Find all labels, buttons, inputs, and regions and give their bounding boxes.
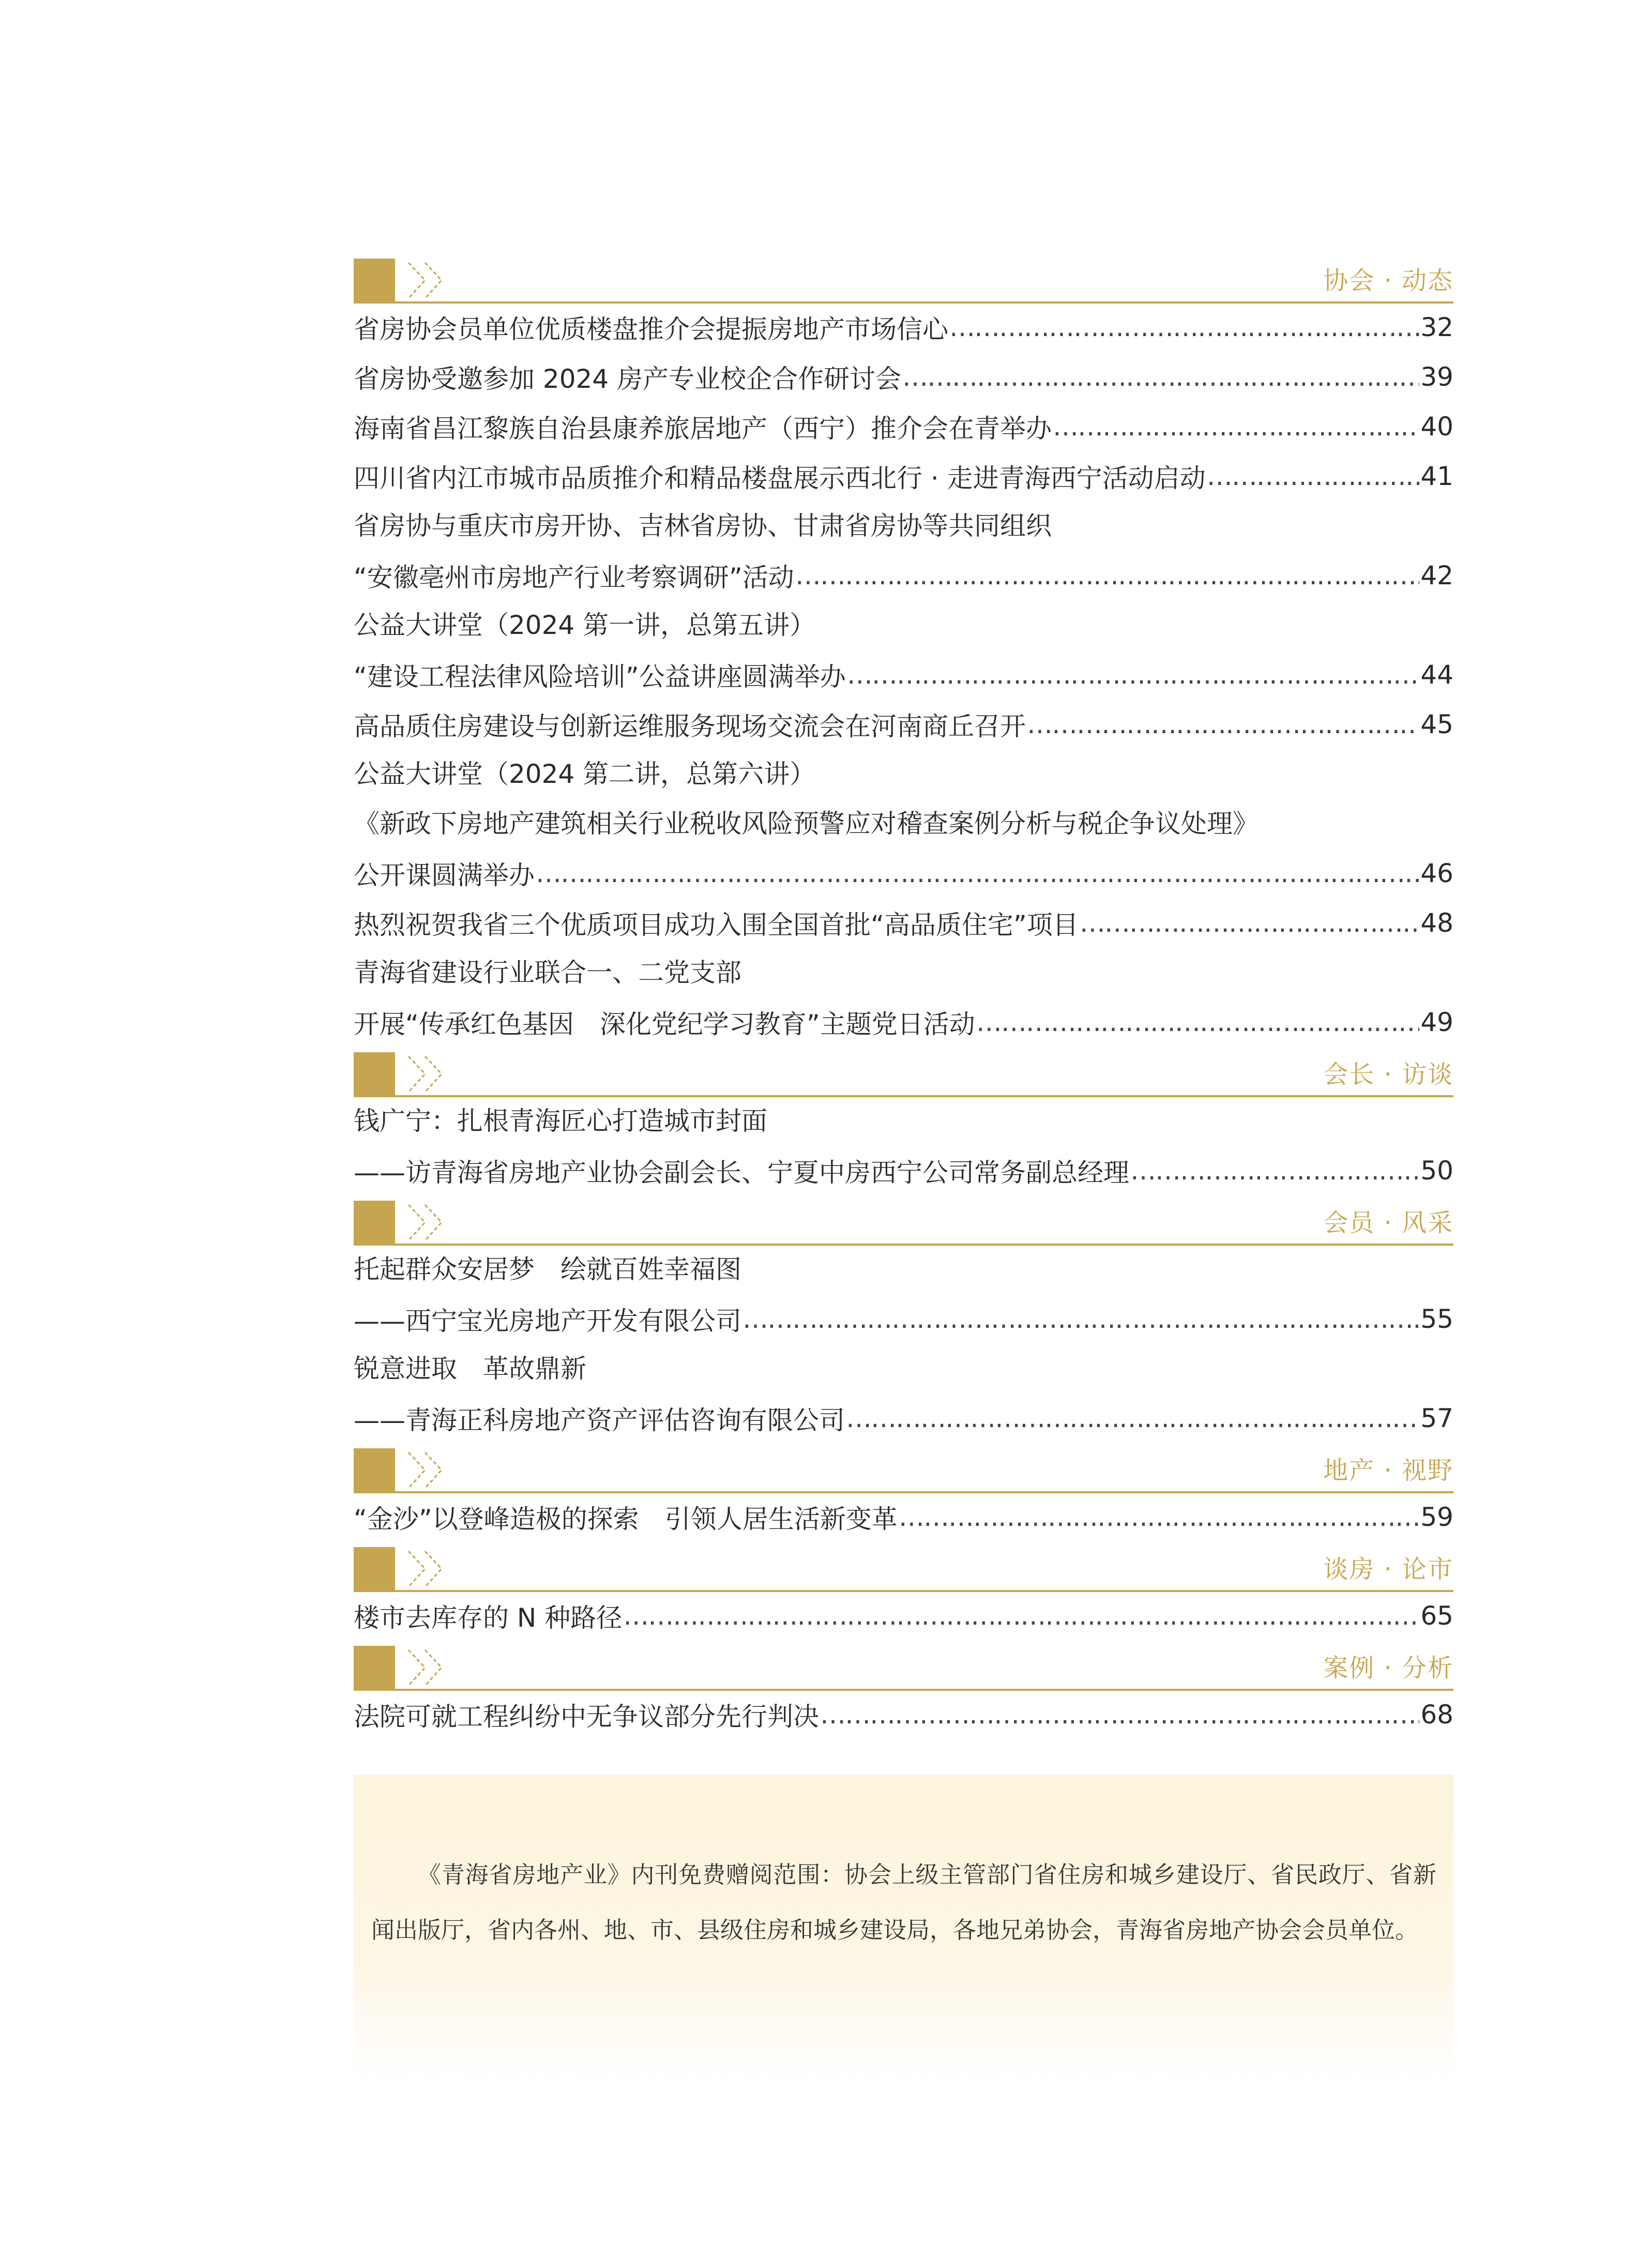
section-divider <box>354 1095 1453 1097</box>
toc-entry[interactable] <box>354 997 1453 1047</box>
dot-leader <box>846 1403 1419 1434</box>
toc-entry-subline[interactable]: 公益大讲堂（2024 第一讲，总第五讲） <box>354 610 816 640</box>
section-header <box>354 1443 1453 1492</box>
toc-entry-title: 省房协受邀参加 2024 房产专业校企合作研讨会 <box>354 364 902 394</box>
dot-leader <box>899 1502 1420 1533</box>
toc-entry-title: 法院可就工程纠纷中无争议部分先行判决 <box>354 1702 819 1732</box>
toc-entry-title: 高品质住房建设与创新运维服务现场交流会在河南商丘召开 <box>354 711 1026 741</box>
section-marker-block <box>354 1448 395 1492</box>
dot-leader <box>742 1304 1419 1335</box>
double-chevron-icon <box>404 1547 466 1591</box>
section-title: 协会 · 动态 <box>1323 266 1453 295</box>
section-marker-block <box>354 1201 395 1245</box>
toc-entry-title: “建设工程法律风险培训”公益讲座圆满举办 <box>354 662 846 692</box>
dot-leader <box>1080 907 1420 938</box>
toc-entry-subline[interactable]: 《新政下房地产建筑相关行业税收风险预警应对稽查案例分析与税企争议处理》 <box>354 809 1259 839</box>
section-marker-block <box>354 1646 395 1690</box>
toc-entry-title: ——西宁宝光房地产开发有限公司 <box>354 1306 741 1336</box>
section-header <box>354 1542 1453 1591</box>
double-chevron-icon <box>404 259 466 302</box>
double-chevron-icon <box>404 1448 466 1492</box>
dot-leader <box>902 361 1419 392</box>
toc-entry[interactable] <box>354 1393 1453 1443</box>
section-divider <box>354 301 1453 304</box>
section-divider <box>354 1689 1453 1691</box>
dot-leader <box>820 1699 1419 1730</box>
toc-entry[interactable] <box>354 1591 1453 1641</box>
section-header <box>354 1195 1453 1245</box>
page-number: 44 <box>1420 660 1453 690</box>
toc-entry-title: ——青海正科房地产资产评估咨询有限公司 <box>354 1405 845 1435</box>
page-number: 49 <box>1420 1007 1453 1037</box>
toc-entry[interactable] <box>354 1492 1453 1542</box>
toc-entry[interactable] <box>354 1690 1453 1739</box>
toc-entry[interactable] <box>354 650 1453 700</box>
toc-entry[interactable] <box>354 302 1453 352</box>
dot-leader <box>847 659 1420 690</box>
toc-entry-title: 四川省内江市城市品质推介和精品楼盘展示西北行 · 走进青海西宁活动启动 <box>354 463 1206 493</box>
page-number: 48 <box>1420 908 1453 938</box>
table-of-contents <box>354 253 1453 1739</box>
page-number: 40 <box>1420 412 1453 442</box>
page-number: 32 <box>1420 312 1453 342</box>
section-marker-block <box>354 1547 395 1591</box>
toc-entry[interactable] <box>354 1146 1453 1195</box>
section-header <box>354 1047 1453 1096</box>
toc-entry[interactable] <box>354 898 1453 948</box>
section-marker-block <box>354 1052 395 1096</box>
section-title: 会员 · 风采 <box>1323 1208 1453 1237</box>
toc-entry-title: 开展“传承红色基因 深化党纪学习教育”主题党日活动 <box>354 1009 975 1039</box>
distribution-notice <box>354 1775 1453 2082</box>
section-header <box>354 1641 1453 1690</box>
dot-leader <box>1053 411 1419 442</box>
section-title: 地产 · 视野 <box>1323 1456 1453 1485</box>
page-number: 57 <box>1420 1403 1453 1433</box>
page-number: 50 <box>1420 1156 1453 1186</box>
page-number: 46 <box>1420 858 1453 888</box>
dot-leader <box>1130 1155 1419 1186</box>
dot-leader <box>1027 709 1419 740</box>
section-divider <box>354 1590 1453 1592</box>
page-number: 68 <box>1420 1700 1453 1730</box>
section-divider <box>354 1491 1453 1493</box>
toc-entry-title: 热烈祝贺我省三个优质项目成功入围全国首批“高品质住宅”项目 <box>354 910 1079 940</box>
double-chevron-icon <box>404 1052 466 1096</box>
page-number: 41 <box>1420 461 1453 491</box>
toc-entry-title: “金沙”以登峰造极的探索 引领人居生活新变革 <box>354 1504 898 1534</box>
page-number: 55 <box>1420 1304 1453 1334</box>
toc-entry[interactable] <box>354 402 1453 451</box>
section-title: 案例 · 分析 <box>1323 1654 1453 1683</box>
dot-leader <box>976 1007 1420 1038</box>
section-marker-block <box>354 259 395 302</box>
toc-entry[interactable] <box>354 849 1453 898</box>
dot-leader <box>623 1600 1419 1631</box>
dot-leader <box>1207 461 1420 492</box>
toc-entry-subline[interactable]: 托起群众安居梦 绘就百姓幸福图 <box>354 1254 741 1284</box>
toc-entry-title: 海南省昌江黎族自治县康养旅居地产（西宁）推介会在青举办 <box>354 414 1052 444</box>
toc-entry-subline[interactable]: 青海省建设行业联合一、二党支部 <box>354 958 741 988</box>
toc-entry[interactable] <box>354 451 1453 501</box>
toc-entry-title: “安徽亳州市房地产行业考察调研”活动 <box>354 563 794 593</box>
toc-entry-title: 楼市去库存的 N 种路径 <box>354 1603 623 1633</box>
notice-text: 《青海省房地产业》内刊免费赠阅范围：协会上级主管部门省住房和城乡建设厅、省民政厅、省新闻出版厅，省内各州、地、市、县级住房和城乡建设局，各地兄弟协会，青海省房地产协会会员单位。 <box>371 1861 1436 1944</box>
dot-leader <box>949 312 1419 343</box>
page-number: 45 <box>1420 709 1453 739</box>
page-number: 65 <box>1420 1601 1453 1631</box>
toc-entry-subline[interactable]: 钱广宁：扎根青海匠心打造城市封面 <box>354 1106 767 1136</box>
toc-entry-subline[interactable]: 公益大讲堂（2024 第二讲，总第六讲） <box>354 759 816 789</box>
section-title: 谈房 · 论市 <box>1323 1555 1453 1584</box>
toc-entry[interactable] <box>354 551 1453 600</box>
section-divider <box>354 1244 1453 1246</box>
toc-entry-subline[interactable]: 锐意进取 革故鼎新 <box>354 1354 586 1384</box>
toc-entry[interactable] <box>354 352 1453 402</box>
double-chevron-icon <box>404 1201 466 1245</box>
toc-entry-title: 公开课圆满举办 <box>354 860 535 890</box>
toc-entry-title: ——访青海省房地产业协会副会长、宁夏中房西宁公司常务副总经理 <box>354 1158 1129 1188</box>
toc-entry-subline[interactable]: 省房协与重庆市房开协、吉林省房协、甘肃省房协等共同组织 <box>354 511 1052 541</box>
dot-leader <box>795 560 1420 591</box>
section-header <box>354 253 1453 302</box>
toc-entry-title: 省房协会员单位优质楼盘推介会提振房地产市场信心 <box>354 314 948 344</box>
page-number: 59 <box>1420 1502 1453 1532</box>
dot-leader <box>536 858 1419 889</box>
toc-entry[interactable] <box>354 1294 1453 1344</box>
page-number: 39 <box>1420 362 1453 392</box>
section-title: 会长 · 访谈 <box>1323 1060 1453 1089</box>
page-number: 42 <box>1420 561 1453 590</box>
toc-entry[interactable] <box>354 700 1453 749</box>
double-chevron-icon <box>404 1646 466 1690</box>
